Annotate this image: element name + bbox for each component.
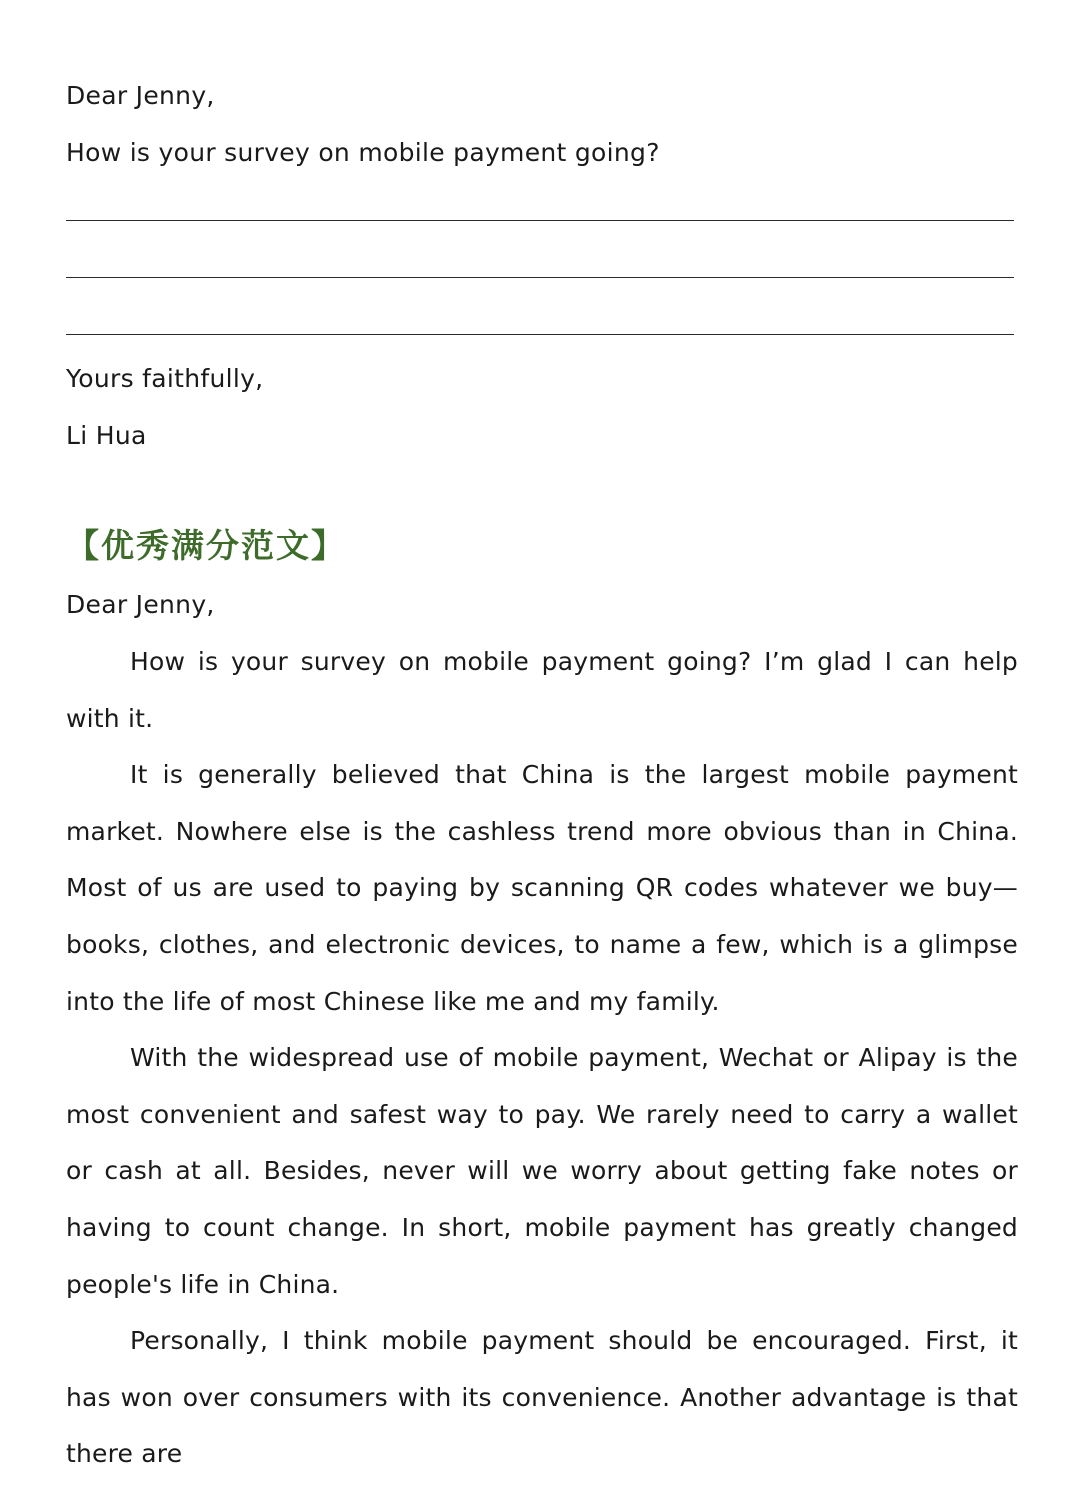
prompt-signature: Li Hua [66,421,147,450]
sample-heading: 【优秀满分范文】 [66,526,346,565]
prompt-salutation: Dear Jenny, [66,81,215,110]
answer-blank-line [66,277,1014,278]
sample-paragraph-2: It is generally believed that China is the largest mobile payment market. Nowhere else is the cashless trend more obvious than in China. Most of us are used to paying by scanning QR codes whatever we buy—books, clothes, and electronic devices, to name a few, which is a glimpse into the life of most Chinese like me and my family. [66,760,1018,1016]
sample-paragraph-1: How is your survey on mobile payment going? I’m glad I can help with it. [66,647,1018,733]
sample-paragraph-3: With the widespread use of mobile payment, Wechat or Alipay is the most convenient and safest way to pay. We rarely need to carry a wallet or cash at all. Besides, never will we worry about getting fake notes or having to count change. In short, mobile payment has greatly changed people's life in China. [66,1043,1018,1299]
answer-blank-line [66,334,1014,335]
sample-paragraph-4: Personally, I think mobile payment should be encouraged. First, it has won over consumers with its convenience. Another advantage is that there are [66,1326,1018,1469]
prompt-closing: Yours faithfully, [66,364,264,393]
sample-salutation: Dear Jenny, [66,590,215,619]
answer-blank-line [66,220,1014,221]
prompt-opening: How is your survey on mobile payment going? [66,138,660,167]
